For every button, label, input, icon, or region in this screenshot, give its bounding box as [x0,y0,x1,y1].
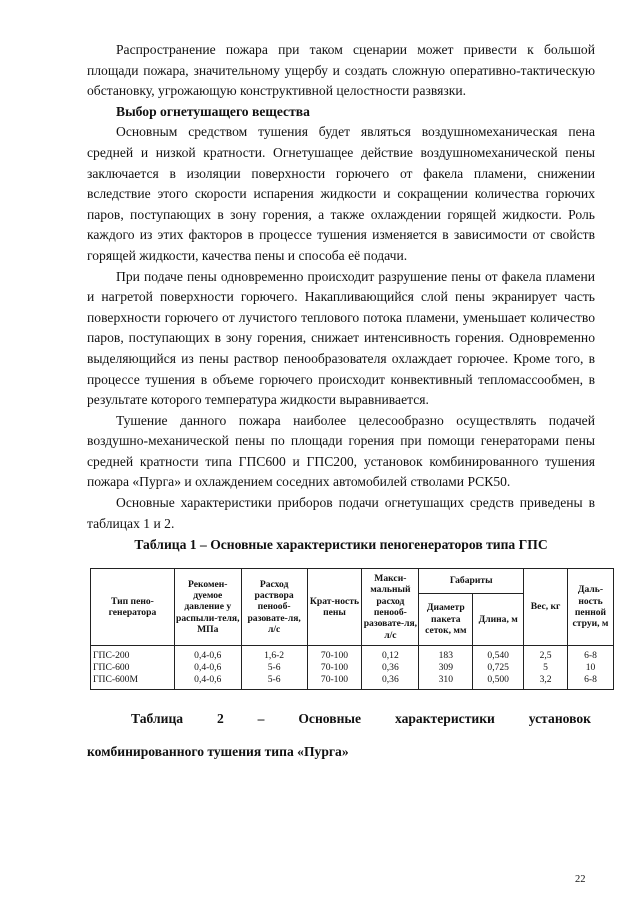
table-cell: 5 [524,662,568,674]
table-row [91,662,614,674]
header-dimensions: Габариты [419,568,524,593]
table-cell: 70-100 [307,646,362,662]
header-type: Тип пено-генератора [91,568,175,645]
table-cell: 70-100 [307,662,362,674]
table2-caption [87,709,595,762]
section-heading: Выбор огнетушащего вещества [116,103,310,119]
table-cell: ГПС-600М [91,674,175,689]
table-row [91,646,614,662]
foam-generator-table [90,568,614,690]
table-cell: 309 [419,662,473,674]
table-cell: 5-6 [241,674,307,689]
table-cell: 70-100 [307,674,362,689]
table1-caption: Таблица 1 – Основные характеристики пеногенераторов типа ГПС [134,537,548,553]
table-row [91,674,614,689]
table-cell: 10 [568,662,614,674]
header-range: Даль-ность пенной струи, м [568,568,614,645]
paragraph-fire-spread: Распространение пожара при таком сценарии может привести к большой площади пожара, значительному ущербу и создать сложную оперативно-тактическую обстановку, угрожающую конструктивной целостности развязки. [87,42,595,99]
table-cell: 310 [419,674,473,689]
table-cell: 0,500 [473,674,524,689]
table2-caption-line2: комбинированного тушения типа «Пурга» [87,743,349,759]
header-max-flow: Макси-мальный расход пенооб-разовате-ля, л/с [362,568,419,645]
caption-word: Основные [298,710,362,726]
table-cell: 6-8 [568,646,614,662]
table-cell: 3,2 [524,674,568,689]
table-cell: 1,6-2 [241,646,307,662]
paragraph-foam-action: При подаче пены одновременно происходит разрушение пены от факела пламени и нагретой поверхности горючего. Накапливающийся слой пены экранирует часть поверхности горючего от лучистого теплового потока пламени, уменьшает количество паров, поступающих в зону горения, снижает интенсивность горения. Одновременно выделяющийся из пены раствор пенообразователя охлаждает горючее. Кроме того, в процессе тушения в объеме горючего происходит конвективный тепломассообмен, в результате которого температура жидкости выравнивается. [87,268,595,408]
header-flow: Расход раствора пенооб-разовате-ля, л/с [241,568,307,645]
header-pressure: Рекомен-дуемое давление у распыли-теля, МПа [174,568,241,645]
table-cell: ГПС-600 [91,662,175,674]
table-cell: 6-8 [568,674,614,689]
table-cell: 0,12 [362,646,419,662]
table-cell: 183 [419,646,473,662]
header-weight: Вес, кг [524,568,568,645]
caption-word: – [257,710,265,726]
header-diameter: Диаметр пакета сеток, мм [419,593,473,646]
caption-word: Таблица [131,710,184,726]
table-cell: ГПС-200 [91,646,175,662]
table-cell: 0,725 [473,662,524,674]
caption-word: установок [528,710,591,726]
paragraph-tables-intro: Основные характеристики приборов подачи огнетушащих средств приведены в таблицах 1 и 2. [87,495,595,531]
header-length: Длина, м [473,593,524,646]
table-cell: 0,4-0,6 [174,646,241,662]
caption-word: характеристики [394,710,495,726]
paragraph-foam-agent: Основным средством тушения будет являться воздушномеханическая пена средней и низкой кратности. Огнетушащее действие воздушномеханической пены заключается в изоляции поверхности горючего от факела пламени, снижении вследствие этого скорости испарения жидкости и сокращении количества горючих паров, поступающих в зону горения, а также охлаждении горящей жидкости. Роль каждого из этих факторов в процессе тушения изменяется в зависимости от свойств горящей жидкости, качества пены и способа её подачи. [87,124,595,263]
table-cell: 0,540 [473,646,524,662]
page-content [87,40,609,762]
caption-word: 2 [216,710,224,726]
paragraph-extinguishing-method: Тушение данного пожара наиболее целесообразно осуществлять подачей воздушно-механической пены по площади горения при помощи генераторами пены средней кратности типа ГПС600 и ГПС200, установок комбинированного тушения пожара «Пурга» и охлаждением соседних автомобилей стволами РСК50. [87,412,595,490]
table-cell: 0,4-0,6 [174,662,241,674]
page-number: 22 [575,874,586,885]
table-cell: 0,4-0,6 [174,674,241,689]
header-ratio: Крат-ность пены [307,568,362,645]
table-cell: 5-6 [241,662,307,674]
table-cell: 0,36 [362,674,419,689]
table-cell: 2,5 [524,646,568,662]
table2-caption-line1 [87,709,595,729]
table-cell: 0,36 [362,662,419,674]
